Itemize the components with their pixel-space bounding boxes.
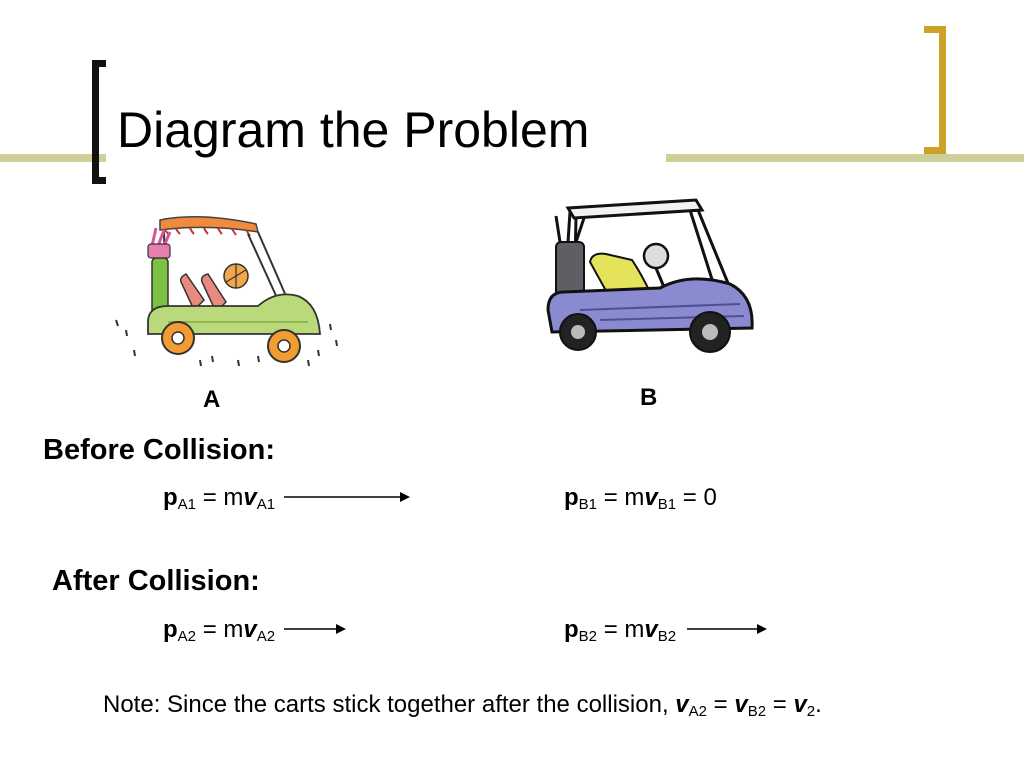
subscript: B1 bbox=[657, 496, 677, 513]
momentum-symbol: p bbox=[564, 616, 579, 643]
golf-cart-b-illustration bbox=[540, 192, 760, 360]
cart-a-label: A bbox=[203, 386, 221, 413]
right-bracket-decoration bbox=[924, 26, 946, 154]
cart-b-label: B bbox=[640, 384, 658, 411]
subscript: A1 bbox=[256, 496, 276, 513]
left-bracket-decoration bbox=[92, 60, 106, 184]
velocity-symbol: v bbox=[644, 484, 658, 511]
subscript: B2 bbox=[657, 628, 677, 645]
subscript: 2 bbox=[806, 703, 816, 720]
note-text bbox=[103, 690, 822, 727]
equals-mass: = m bbox=[196, 484, 244, 511]
velocity-symbol: v bbox=[734, 691, 748, 718]
equals: = bbox=[707, 691, 735, 718]
momentum-a2-equation bbox=[163, 616, 348, 651]
momentum-b2-equation bbox=[564, 616, 769, 651]
velocity-arrow-icon bbox=[282, 489, 412, 505]
equals-zero: = 0 bbox=[676, 484, 717, 511]
subscript: A2 bbox=[688, 703, 707, 720]
velocity-symbol: v bbox=[243, 616, 257, 643]
slide-title: Diagram the Problem bbox=[117, 102, 590, 158]
momentum-symbol: p bbox=[564, 484, 579, 511]
equals-mass: = m bbox=[597, 616, 645, 643]
velocity-arrow-icon bbox=[683, 621, 769, 637]
equals-mass: = m bbox=[196, 616, 244, 643]
velocity-symbol: v bbox=[644, 616, 658, 643]
subscript: A1 bbox=[177, 496, 197, 513]
subscript: A2 bbox=[177, 628, 197, 645]
velocity-symbol: v bbox=[675, 691, 689, 718]
velocity-symbol: v bbox=[793, 691, 807, 718]
equals-mass: = m bbox=[597, 484, 645, 511]
after-collision-heading: After Collision: bbox=[52, 565, 260, 597]
momentum-symbol: p bbox=[163, 616, 178, 643]
before-collision-heading: Before Collision: bbox=[43, 434, 276, 466]
golf-cart-a-illustration bbox=[108, 210, 343, 370]
subscript: A2 bbox=[256, 628, 276, 645]
momentum-b1-equation bbox=[564, 484, 717, 519]
period: . bbox=[815, 691, 822, 718]
subscript: B1 bbox=[578, 496, 598, 513]
momentum-symbol: p bbox=[163, 484, 178, 511]
subscript: B2 bbox=[747, 703, 767, 720]
subscript: B2 bbox=[578, 628, 598, 645]
equals: = bbox=[766, 691, 794, 718]
velocity-arrow-icon bbox=[282, 621, 348, 637]
note-body: Note: Since the carts stick together after the collision, bbox=[103, 691, 676, 718]
momentum-a1-equation bbox=[163, 484, 412, 519]
velocity-symbol: v bbox=[243, 484, 257, 511]
